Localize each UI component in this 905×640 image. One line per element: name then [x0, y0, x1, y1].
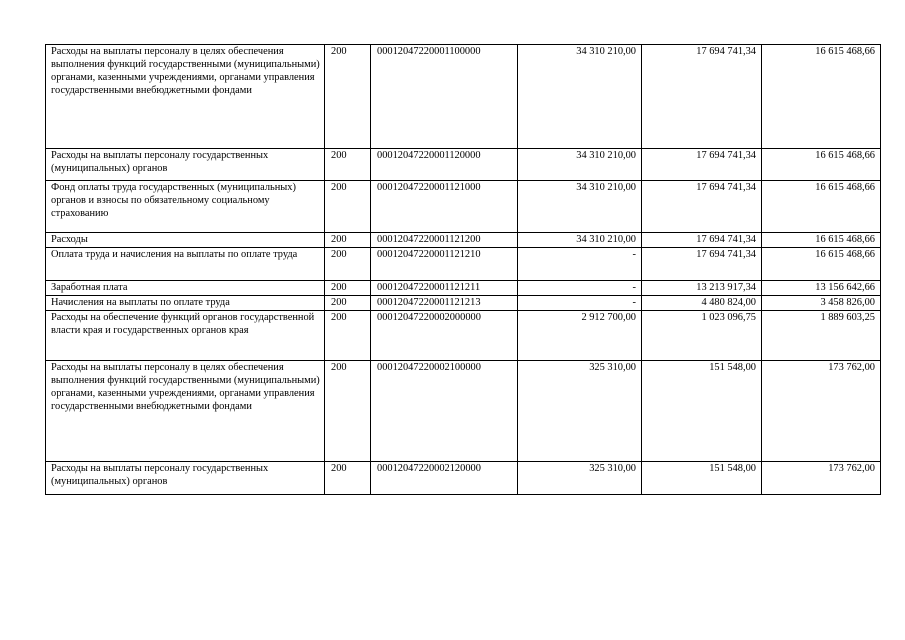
expense-code-cell: 00012047220001121213	[371, 296, 518, 311]
approved-amount-cell: -	[518, 248, 642, 281]
line-code-cell: 200	[325, 248, 371, 281]
executed-amount-cell: 17 694 741,34	[642, 149, 762, 181]
expense-code-cell: 00012047220001121000	[371, 181, 518, 233]
unexecuted-amount-cell: 16 615 468,66	[762, 181, 881, 233]
expense-code-cell: 00012047220002120000	[371, 462, 518, 495]
expense-code-cell: 00012047220001120000	[371, 149, 518, 181]
approved-amount-cell: -	[518, 281, 642, 296]
expense-code-cell: 00012047220001121210	[371, 248, 518, 281]
line-code-cell: 200	[325, 149, 371, 181]
approved-amount-cell: 34 310 210,00	[518, 149, 642, 181]
line-code-cell: 200	[325, 181, 371, 233]
executed-amount-cell: 1 023 096,75	[642, 311, 762, 361]
executed-amount-cell: 17 694 741,34	[642, 181, 762, 233]
expense-name-cell: Расходы на выплаты персоналу государственных (муниципальных) органов	[46, 462, 325, 495]
executed-amount-cell: 13 213 917,34	[642, 281, 762, 296]
expense-name-cell: Заработная плата	[46, 281, 325, 296]
expense-code-cell: 00012047220002100000	[371, 361, 518, 462]
executed-amount-cell: 4 480 824,00	[642, 296, 762, 311]
expense-name-cell: Расходы на выплаты персоналу в целях обеспечения выполнения функций государственными (муниципальными) органами, казенными учреждениями, органами управления государственными внебюджетными фондами	[46, 45, 325, 149]
unexecuted-amount-cell: 3 458 826,00	[762, 296, 881, 311]
unexecuted-amount-cell: 16 615 468,66	[762, 248, 881, 281]
table-row	[46, 462, 881, 495]
expense-name-cell: Расходы	[46, 233, 325, 248]
expense-code-cell: 00012047220002000000	[371, 311, 518, 361]
expense-name-cell: Оплата труда и начисления на выплаты по оплате труда	[46, 248, 325, 281]
expense-code-cell: 00012047220001100000	[371, 45, 518, 149]
table-row	[46, 296, 881, 311]
unexecuted-amount-cell: 16 615 468,66	[762, 149, 881, 181]
table-row	[46, 45, 881, 149]
line-code-cell: 200	[325, 311, 371, 361]
unexecuted-amount-cell: 173 762,00	[762, 361, 881, 462]
approved-amount-cell: 34 310 210,00	[518, 45, 642, 149]
expense-name-cell: Расходы на выплаты персоналу в целях обеспечения выполнения функций государственными (муниципальными) органами, казенными учреждениями, органами управления государственными внебюджетными фондами	[46, 361, 325, 462]
expense-name-cell: Фонд оплаты труда государственных (муниципальных) органов и взносы по обязательному социальному страхованию	[46, 181, 325, 233]
expense-code-cell: 00012047220001121211	[371, 281, 518, 296]
approved-amount-cell: 34 310 210,00	[518, 233, 642, 248]
executed-amount-cell: 151 548,00	[642, 462, 762, 495]
line-code-cell: 200	[325, 462, 371, 495]
executed-amount-cell: 17 694 741,34	[642, 248, 762, 281]
executed-amount-cell: 17 694 741,34	[642, 45, 762, 149]
table-row	[46, 248, 881, 281]
unexecuted-amount-cell: 1 889 603,25	[762, 311, 881, 361]
expense-name-cell: Расходы на выплаты персоналу государственных (муниципальных) органов	[46, 149, 325, 181]
expense-name-cell: Начисления на выплаты по оплате труда	[46, 296, 325, 311]
line-code-cell: 200	[325, 233, 371, 248]
approved-amount-cell: -	[518, 296, 642, 311]
unexecuted-amount-cell: 13 156 642,66	[762, 281, 881, 296]
approved-amount-cell: 325 310,00	[518, 361, 642, 462]
expense-name-cell: Расходы на обеспечение функций органов государственной власти края и государственных органов края	[46, 311, 325, 361]
approved-amount-cell: 34 310 210,00	[518, 181, 642, 233]
approved-amount-cell: 2 912 700,00	[518, 311, 642, 361]
unexecuted-amount-cell: 16 615 468,66	[762, 45, 881, 149]
expense-report-table	[45, 44, 881, 495]
table-row	[46, 361, 881, 462]
line-code-cell: 200	[325, 45, 371, 149]
line-code-cell: 200	[325, 281, 371, 296]
line-code-cell: 200	[325, 361, 371, 462]
executed-amount-cell: 17 694 741,34	[642, 233, 762, 248]
expense-code-cell: 00012047220001121200	[371, 233, 518, 248]
table-row	[46, 311, 881, 361]
unexecuted-amount-cell: 16 615 468,66	[762, 233, 881, 248]
table-row	[46, 281, 881, 296]
line-code-cell: 200	[325, 296, 371, 311]
table-row	[46, 181, 881, 233]
executed-amount-cell: 151 548,00	[642, 361, 762, 462]
table-row	[46, 149, 881, 181]
table-row	[46, 233, 881, 248]
approved-amount-cell: 325 310,00	[518, 462, 642, 495]
unexecuted-amount-cell: 173 762,00	[762, 462, 881, 495]
